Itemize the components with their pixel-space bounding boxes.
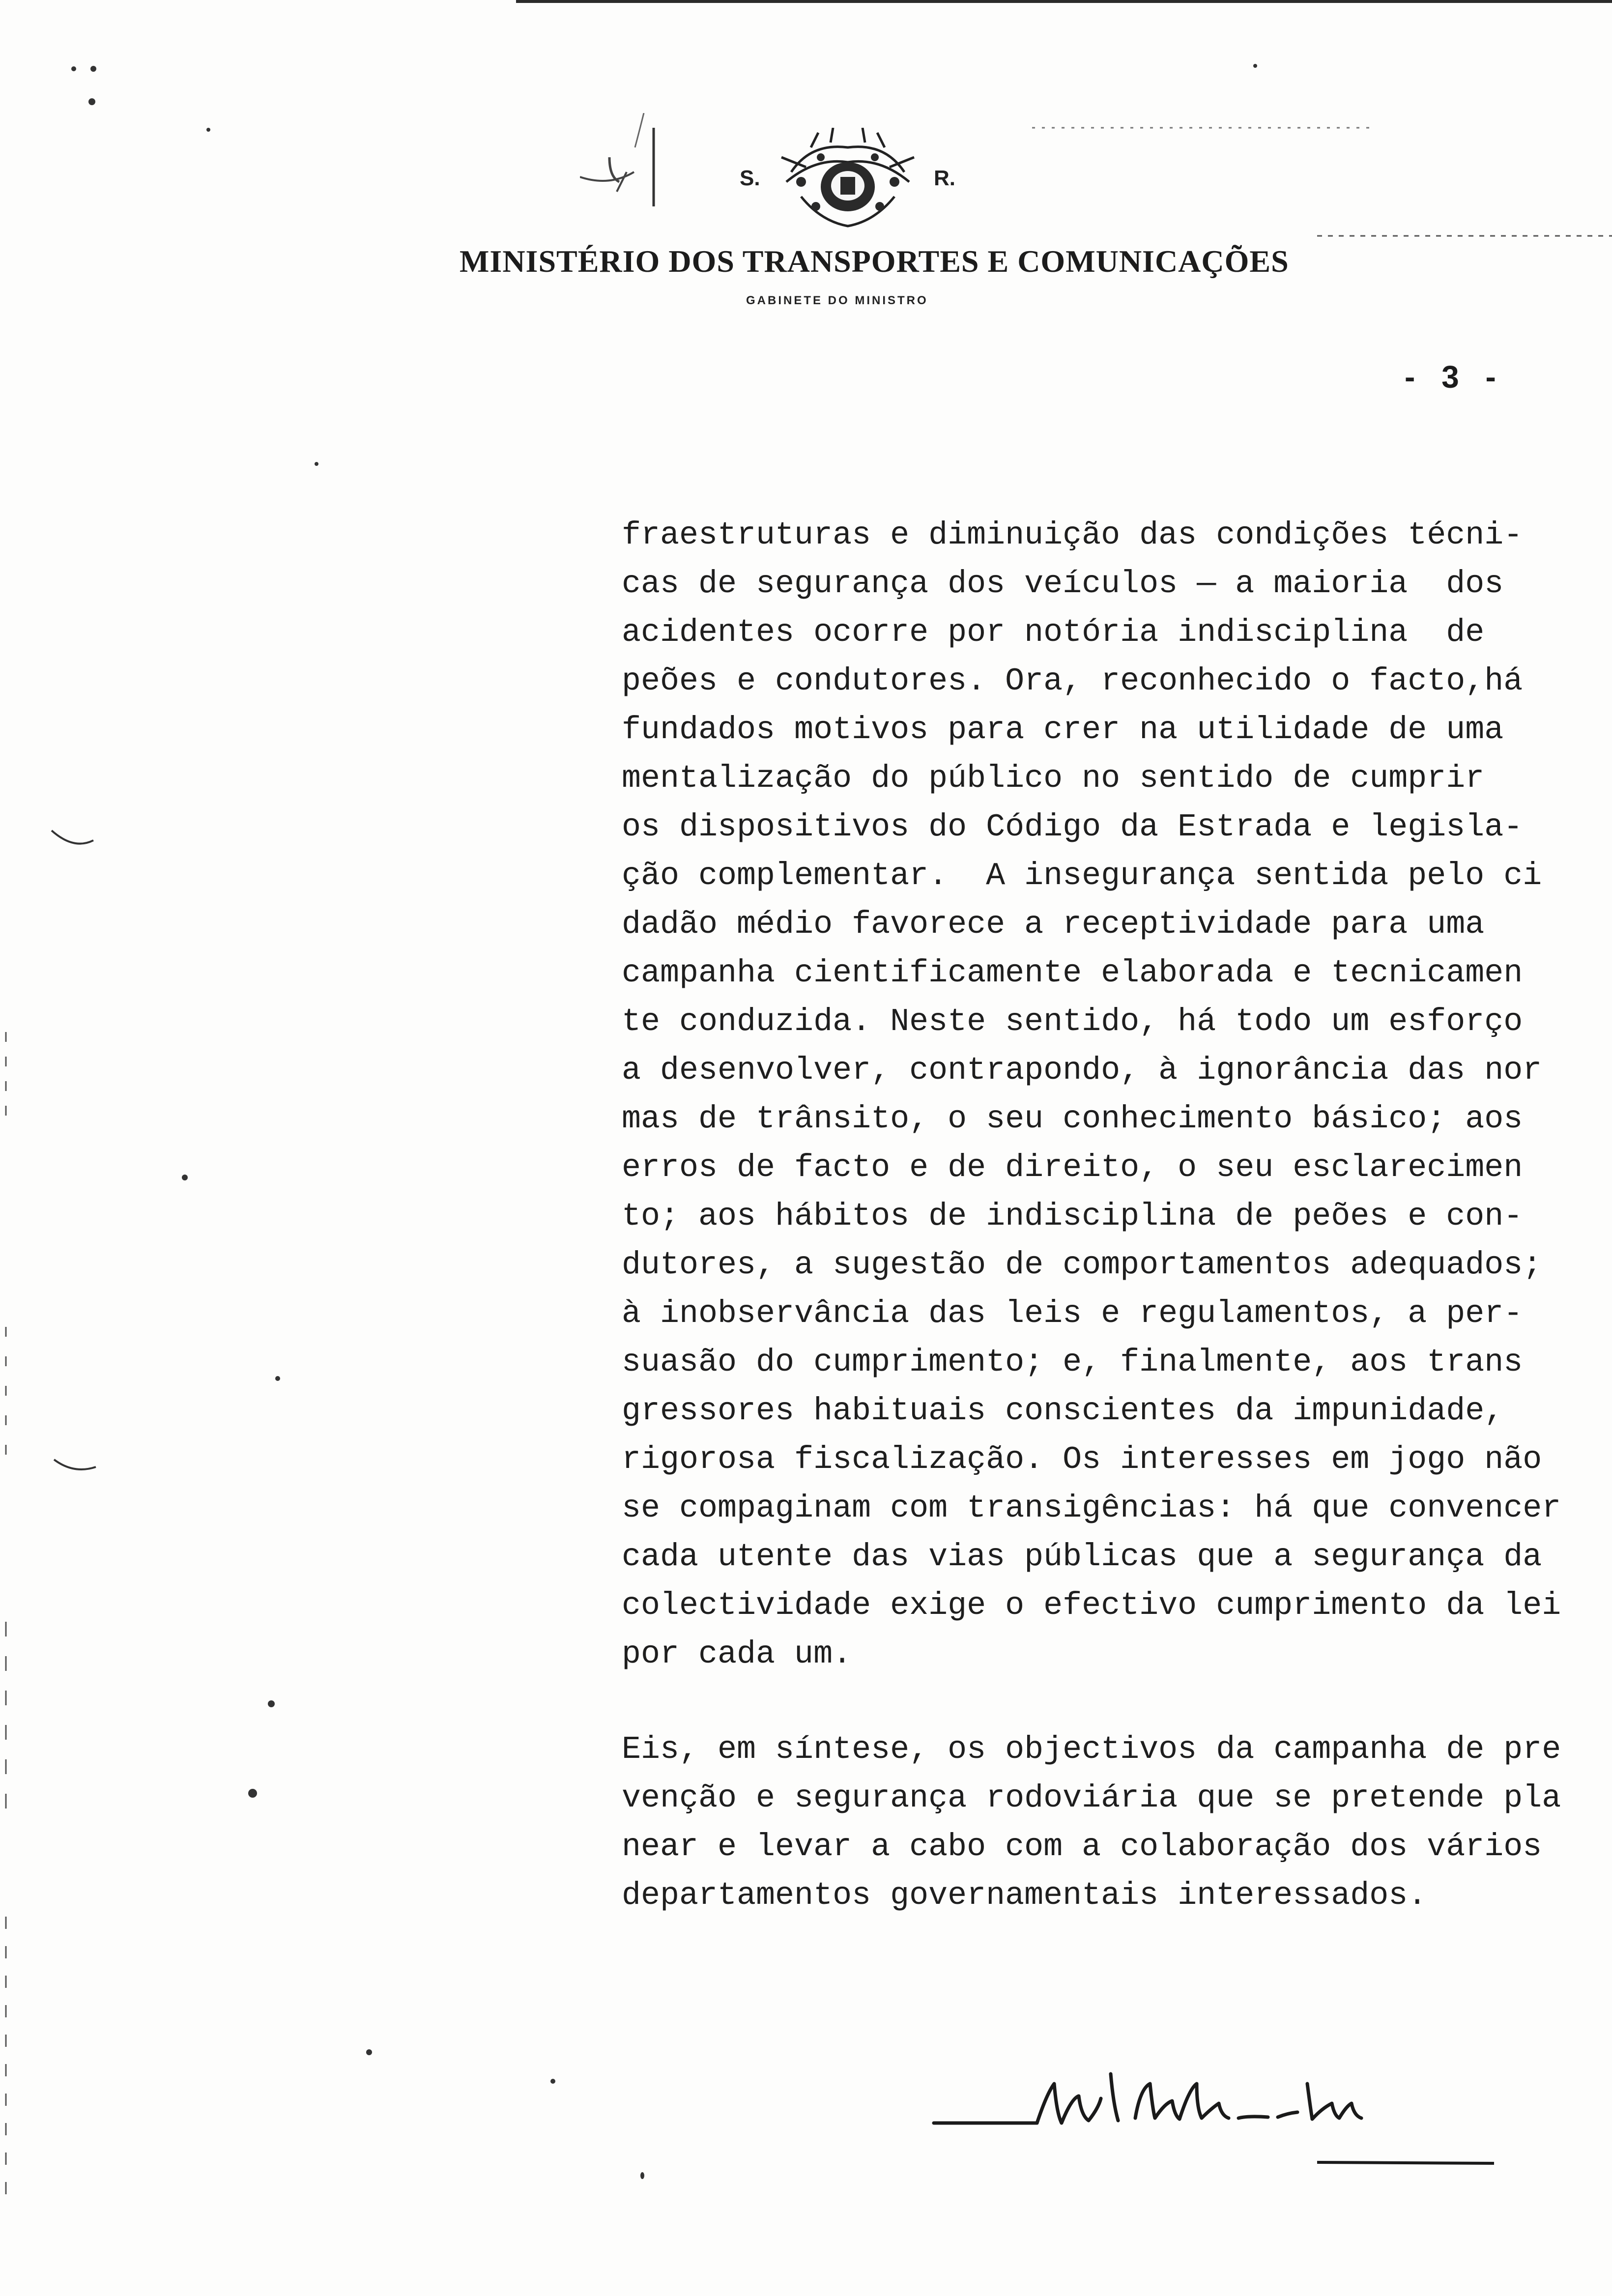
text-line: acidentes ocorre por notória indisciplina de <box>622 614 1485 651</box>
letterhead-initial-s: S. <box>740 166 760 190</box>
scan-speck <box>315 462 318 466</box>
text-line: se compaginam com transigências: há que convencer <box>622 1490 1561 1526</box>
text-line: to; aos hábitos de indisciplina de peões e con- <box>622 1198 1523 1234</box>
text-line: cas de segurança dos veículos — a maioria dos <box>622 566 1504 602</box>
cabinet-subtitle: GABINETE DO MINISTRO <box>746 294 928 307</box>
top-edge-rule <box>516 0 1612 3</box>
text-line: near e levar a cabo com a colaboração dos vários <box>622 1829 1542 1865</box>
text-line: dutores, a sugestão de comportamentos adequados; <box>622 1247 1542 1283</box>
text-line: campanha cientificamente elaborada e tecnicamen <box>622 955 1523 991</box>
text-line: suasão do cumprimento; e, finalmente, aos trans <box>622 1344 1523 1380</box>
text-line: ção complementar. A insegurança sentida pelo ci <box>622 858 1542 894</box>
text-line: mas de trânsito, o seu conhecimento básico; aos <box>622 1101 1523 1137</box>
text-line: peões e condutores. Ora, reconhecido o facto,há <box>622 663 1523 699</box>
text-line: dadão médio favorece a receptividade para uma <box>622 906 1485 943</box>
text-line: te conduzida. Neste sentido, há todo um esforço <box>622 1004 1523 1040</box>
margin-marks <box>0 0 147 2296</box>
paragraph-2 <box>622 1725 1602 1920</box>
text-line: os dispositivos do Código da Estrada e legisla- <box>622 809 1523 845</box>
scan-speck <box>268 1700 275 1707</box>
text-line: erros de facto e de direito, o seu esclarecimen <box>622 1149 1523 1186</box>
paragraph-gap <box>622 1679 1602 1725</box>
paragraph-1 <box>622 511 1602 1679</box>
scan-speck <box>366 2049 372 2055</box>
text-line: à inobservância das leis e regulamentos, a per- <box>622 1295 1523 1332</box>
text-line: Eis, em síntese, os objectivos da campanha de pre <box>622 1731 1561 1768</box>
text-line: colectividade exige o efectivo cumprimento da lei <box>622 1587 1561 1624</box>
text-line: gressores habituais conscientes da impunidade, <box>622 1393 1504 1429</box>
scan-speck <box>275 1376 280 1381</box>
text-line: rigorosa fiscalização. Os interesses em jogo não <box>622 1441 1542 1478</box>
scan-speck <box>182 1175 188 1180</box>
header-dash-marks <box>1032 118 1612 241</box>
text-line: mentalização do público no sentido de cumprir <box>622 760 1485 797</box>
body-text <box>622 511 1602 1920</box>
text-line: fraestruturas e diminuição das condições técni- <box>622 517 1523 553</box>
coat-of-arms-icon <box>772 128 924 231</box>
text-line: a desenvolver, contrapondo, à ignorância das nor <box>622 1052 1542 1089</box>
text-line: venção e segurança rodoviária que se pretende pla <box>622 1780 1561 1816</box>
page-number: - 3 - <box>1405 359 1505 395</box>
text-line: departamentos governamentais interessados. <box>622 1877 1427 1914</box>
letterhead-initial-r: R. <box>934 166 955 190</box>
scan-speck <box>640 2172 644 2179</box>
text-line: fundados motivos para crer na utilidade de uma <box>622 712 1504 748</box>
handwritten-signature-icon <box>924 2054 1504 2202</box>
scan-speck <box>248 1789 257 1798</box>
ministry-title: MINISTÉRIO DOS TRANSPORTES E COMUNICAÇÕES <box>460 244 1289 279</box>
scan-speck <box>550 2079 555 2084</box>
scan-speck <box>1253 64 1257 68</box>
stamp-mark-icon <box>580 113 678 206</box>
text-line: cada utente das vias públicas que a segurança da <box>622 1539 1542 1575</box>
scan-speck <box>206 128 210 132</box>
text-line: por cada um. <box>622 1636 852 1672</box>
